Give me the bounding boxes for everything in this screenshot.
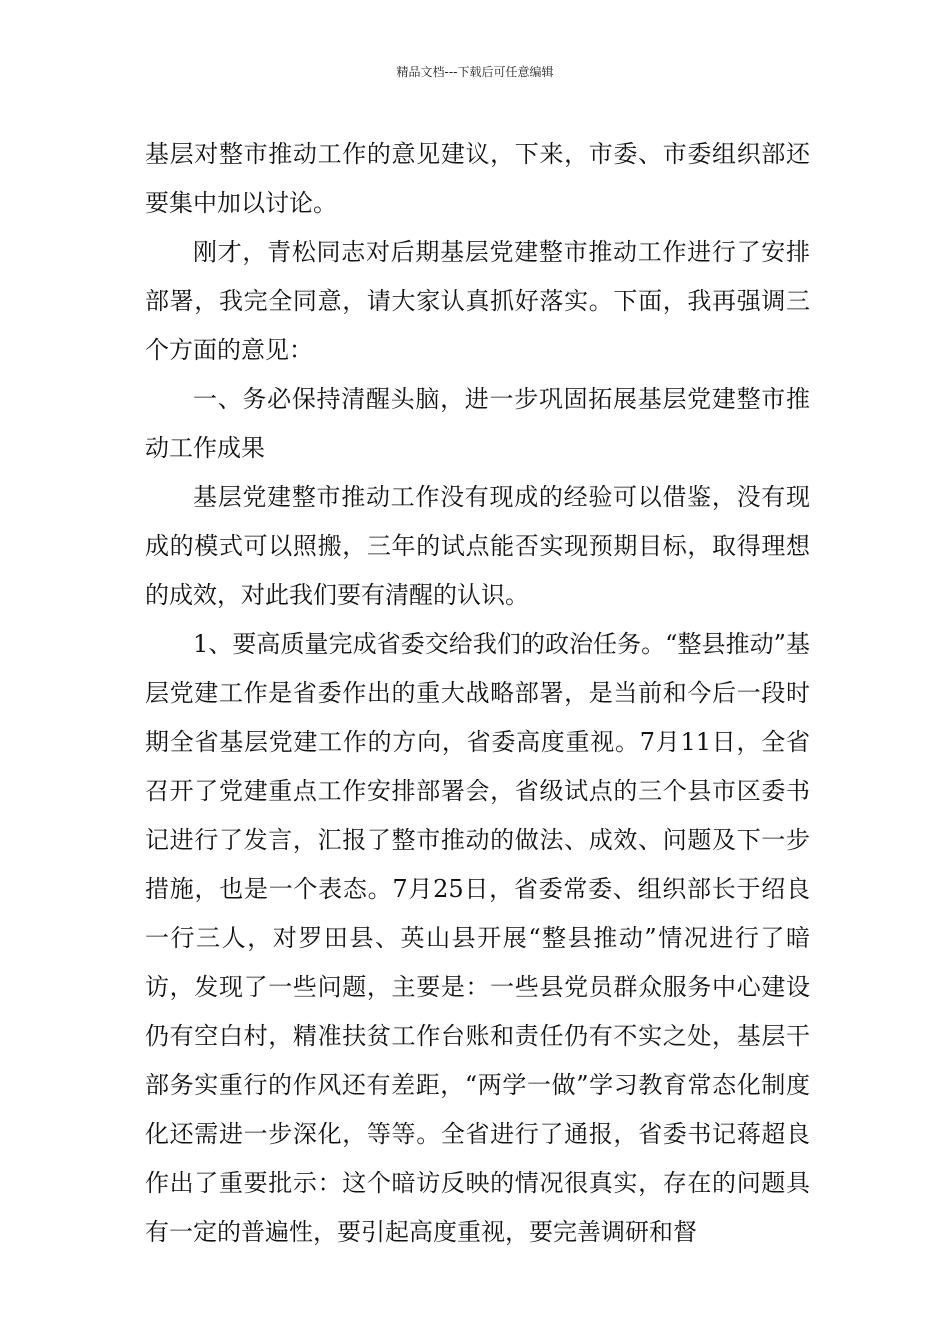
page-header: 精品文档---下载后可任意编辑 [396, 65, 554, 79]
paragraph-political-task: 1、要高质量完成省委交给我们的政治任务。“整县推动”基层党建工作是省委作出的重大战略部署，是当前和今后一段时期全省基层党建工作的方向，省委高度重视。7月11日，全省召开了党建重点工作安排部署会，省级试点的三个县市区委书记进行了发言，汇报了整市推动的做法、成效、问题及下一步措施，也是一个表态。7月25日，省委常委、组织部长于绍良一行三人，对罗田县、英山县开展“整县推动”情况进行了暗访，发现了一些问题，主要是：一些县党员群众服务中心建设仍有空白村，精准扶贫工作台账和责任仍有不实之处，基层干部务实重行的作风还有差距，“两学一做”学习教育常态化制度化还需进一步深化，等等。全省进行了通报，省委书记蒋超良作出了重要批示：这个暗访反映的情况很真实，存在的问题具有一定的普遍性，要引起高度重视，要完善调研和督 [145, 630, 810, 1246]
paragraph-continuation: 基层对整市推动工作的意见建议，下来，市委、市委组织部还要集中加以讨论。 [145, 140, 810, 217]
section-heading-1: 一、务必保持清醒头脑，进一步巩固拓展基层党建整市推动工作成果 [145, 385, 810, 462]
paragraph-no-experience: 基层党建整市推动工作没有现成的经验可以借鉴，没有现成的模式可以照搬，三年的试点能否实现预期目标，取得理想的成效，对此我们要有清醒的认识。 [145, 483, 810, 609]
paragraph-arrangement: 刚才，青松同志对后期基层党建整市推动工作进行了安排部署，我完全同意，请大家认真抓好落实。下面，我再强调三个方面的意见： [145, 238, 810, 364]
document-body [145, 130, 810, 1257]
